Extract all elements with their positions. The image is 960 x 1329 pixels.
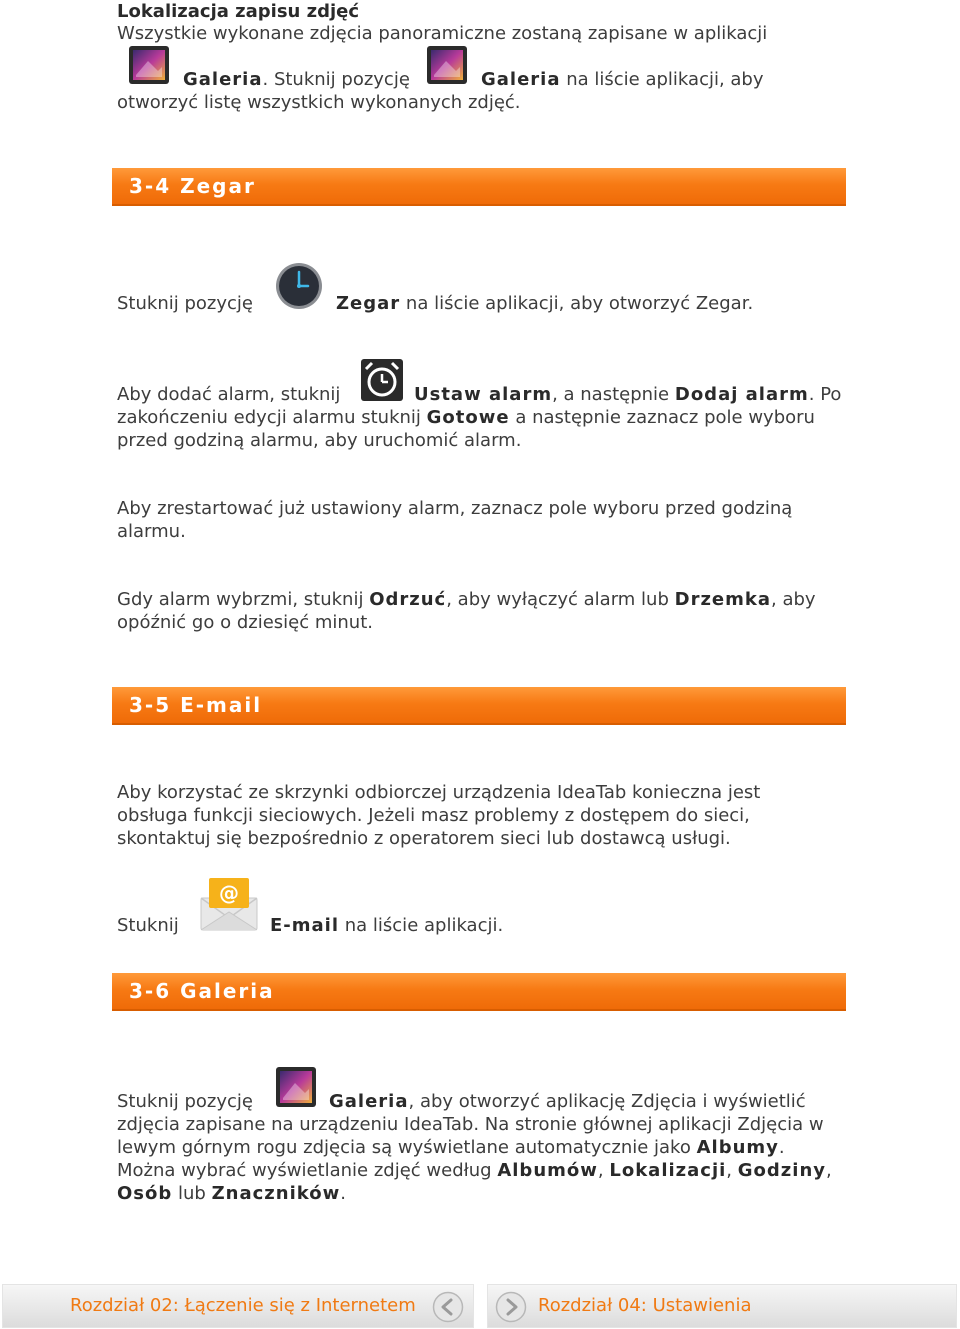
alarm-pre: Aby dodać alarm, stuknij — [117, 384, 341, 405]
svg-text:@: @ — [219, 881, 239, 905]
section-heading-gallery: 3-6 Galeria — [112, 973, 846, 1011]
gallery-app-icon-3 — [275, 1066, 317, 1108]
restart-line1: Aby zrestartować już ustawiony alarm, zaznacz pole wyboru przed godziną — [117, 498, 793, 519]
email-line3: skontaktuj się bezpośrednio z operatorem sieci lub dostawcą usługi. — [117, 828, 731, 849]
clock-icon — [274, 261, 324, 311]
gallery-tap-text: Stuknij pozycję — [117, 1091, 253, 1112]
email-line1: Aby korzystać ze skrzynki odbiorczej urządzenia IdeaTab konieczna jest — [117, 782, 761, 803]
gallery-line5: Osób lub Znaczników. — [117, 1183, 346, 1204]
arrow-left-icon[interactable] — [432, 1291, 464, 1323]
gallery-app-icon — [128, 45, 170, 85]
email-tap-text: Stuknij — [117, 915, 179, 936]
arrow-right-icon[interactable] — [495, 1291, 527, 1323]
gallery-line1: Galeria, aby otworzyć aplikację Zdjęcia i wyświetlić — [329, 1091, 806, 1112]
ring-line2: opóźnić go o dziesięć minut. — [117, 612, 373, 633]
prev-chapter-label[interactable]: Rozdział 02: Łączenie się z Internetem — [70, 1295, 416, 1316]
alarm-line3: przed godziną alarmu, aby uruchomić alarm. — [117, 430, 522, 451]
gallery-app-icon-2 — [426, 45, 468, 85]
storage-title: Lokalizacja zapisu zdjęć — [117, 1, 360, 22]
gallery-line4: Można wybrać wyświetlanie zdjęć według Albumów, Lokalizacji, Godziny, — [117, 1160, 832, 1181]
alarm-line2: zakończeniu edycji alarmu stuknij Gotowe a następnie zaznacz pole wyboru — [117, 407, 815, 428]
clock-tap-text: Stuknij pozycję — [117, 293, 253, 314]
ring-line1: Gdy alarm wybrzmi, stuknij Odrzuć, aby wyłączyć alarm lub Drzemka, aby — [117, 589, 816, 610]
gallery-line3: lewym górnym rogu zdjęcia są wyświetlane automatycznie jako Albumy. — [117, 1137, 785, 1158]
email-app-icon — [199, 876, 259, 932]
galeria-label: Galeria — [183, 69, 263, 90]
clock-line1: Zegar na liście aplikacji, aby otworzyć Zegar. — [336, 293, 754, 314]
section-heading-clock: 3-4 Zegar — [112, 168, 846, 206]
restart-line2: alarmu. — [117, 521, 186, 542]
alarm-line1: Ustaw alarm, a następnie Dodaj alarm. Po — [414, 384, 842, 405]
alarm-clock-icon — [361, 359, 403, 401]
email-line2: obsługa funkcji sieciowych. Jeżeli masz problemy z dostępem do sieci, — [117, 805, 750, 826]
storage-line3: otworzyć listę wszystkich wykonanych zdjęć. — [117, 92, 521, 113]
email-line4: E-mail na liście aplikacji. — [270, 915, 504, 936]
storage-line2-end: Galeria na liście aplikacji, aby — [481, 69, 764, 90]
storage-line2: Galeria. Stuknij pozycję — [183, 69, 410, 90]
gallery-line2: zdjęcia zapisane na urządzeniu IdeaTab. Na stronie głównej aplikacji Zdjęcia w — [117, 1114, 824, 1135]
next-chapter-label[interactable]: Rozdział 04: Ustawienia — [538, 1295, 752, 1316]
section-heading-email: 3-5 E-mail — [112, 687, 846, 725]
storage-line1: Wszystkie wykonane zdjęcia panoramiczne zostaną zapisane w aplikacji — [117, 23, 768, 44]
